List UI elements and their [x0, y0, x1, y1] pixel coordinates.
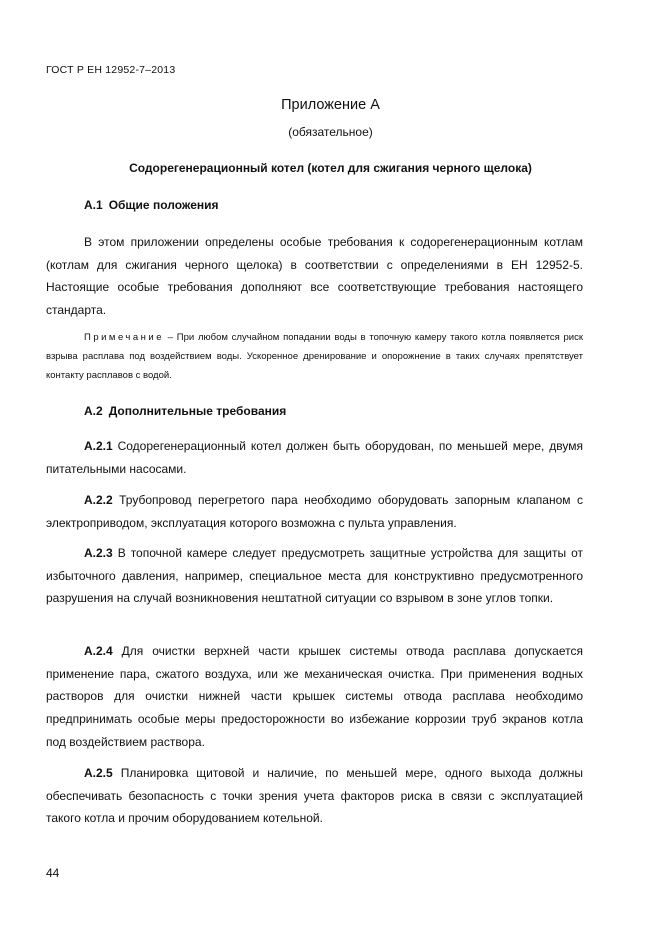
- clause-number: А.2.4: [84, 644, 113, 658]
- clause-number: А.2.2: [84, 493, 113, 507]
- note-label: Примечание: [84, 332, 164, 343]
- appendix-subtitle: (обязательное): [288, 125, 373, 139]
- appendix-main-title: Содорегенерационный котел (котел для сжигания черного щелока): [129, 161, 532, 175]
- clause-a2-5: [46, 762, 583, 830]
- section-title: Дополнительные требования: [108, 404, 287, 418]
- note-text: – При любом случайном попадании воды в топочную камеру такого котла появляется риск взрыва расплава под воздействием воды. Ускоренное дренирование и опорожнение в таких случаях препятствует контакту расплавов с водой.: [46, 332, 583, 381]
- appendix-title: Приложение А: [281, 97, 380, 113]
- section-heading-a2: [84, 404, 286, 418]
- clause-text: Планировка щитовой и наличие, по меньшей мере, одного выхода должны обеспечивать безопасность с точки зрения учета факторов риска в связи с эксплуатацией такого котла и прочим оборудованием котельной.: [46, 766, 583, 826]
- section-number: А.2: [84, 404, 103, 418]
- clause-a2-1: [46, 435, 583, 480]
- clause-a2-3: [46, 542, 583, 610]
- clause-number: А.2.3: [84, 546, 113, 560]
- clause-text: Для очистки верхней части крышек системы отвода расплава допускается применение пара, сжатого воздуха, или же механическая очистка. При применения водных растворов для очистки нижней части крышек системы отвода расплава необходимо предпринимать особые меры предосторожности во избежание коррозии труб экранов котла под воздействием раствора.: [46, 644, 583, 749]
- note: [46, 328, 583, 385]
- clause-a2-4: [46, 640, 583, 754]
- page-header: ГОСТ Р ЕН 12952-7–2013: [46, 64, 176, 76]
- clause-number: А.2.1: [84, 439, 113, 453]
- section-paragraph: В этом приложении определены особые требования к содорегенерационным котлам (котлам для сжигания черного щелока) в соответствии с определениями в ЕН 12952-5. Настоящие особые требования дополняют все соответствующие требования настоящего стандарта.: [46, 235, 583, 318]
- section-number: А.1: [84, 198, 103, 212]
- page-number: 44: [46, 866, 60, 880]
- clause-text: Содорегенерационный котел должен быть оборудован, по меньшей мере, двумя питательными насосами.: [46, 439, 583, 476]
- clause-text: В топочной камере следует предусмотреть защитные устройства для защиты от избыточного давления, например, специальное места для конструктивно предусмотренного разрушения на случай возникновения нештатной ситуации со взрывом в зоне углов топки.: [46, 546, 583, 606]
- section-title: Общие положения: [108, 198, 219, 212]
- clause-a2-2: [46, 489, 583, 534]
- clause-text: Трубопровод перегретого пара необходимо оборудовать запорным клапаном с электроприводом, эксплуатация которого возможна с пульта управления.: [46, 493, 583, 530]
- clause-number: А.2.5: [84, 766, 113, 780]
- section-heading-a1: [84, 198, 219, 212]
